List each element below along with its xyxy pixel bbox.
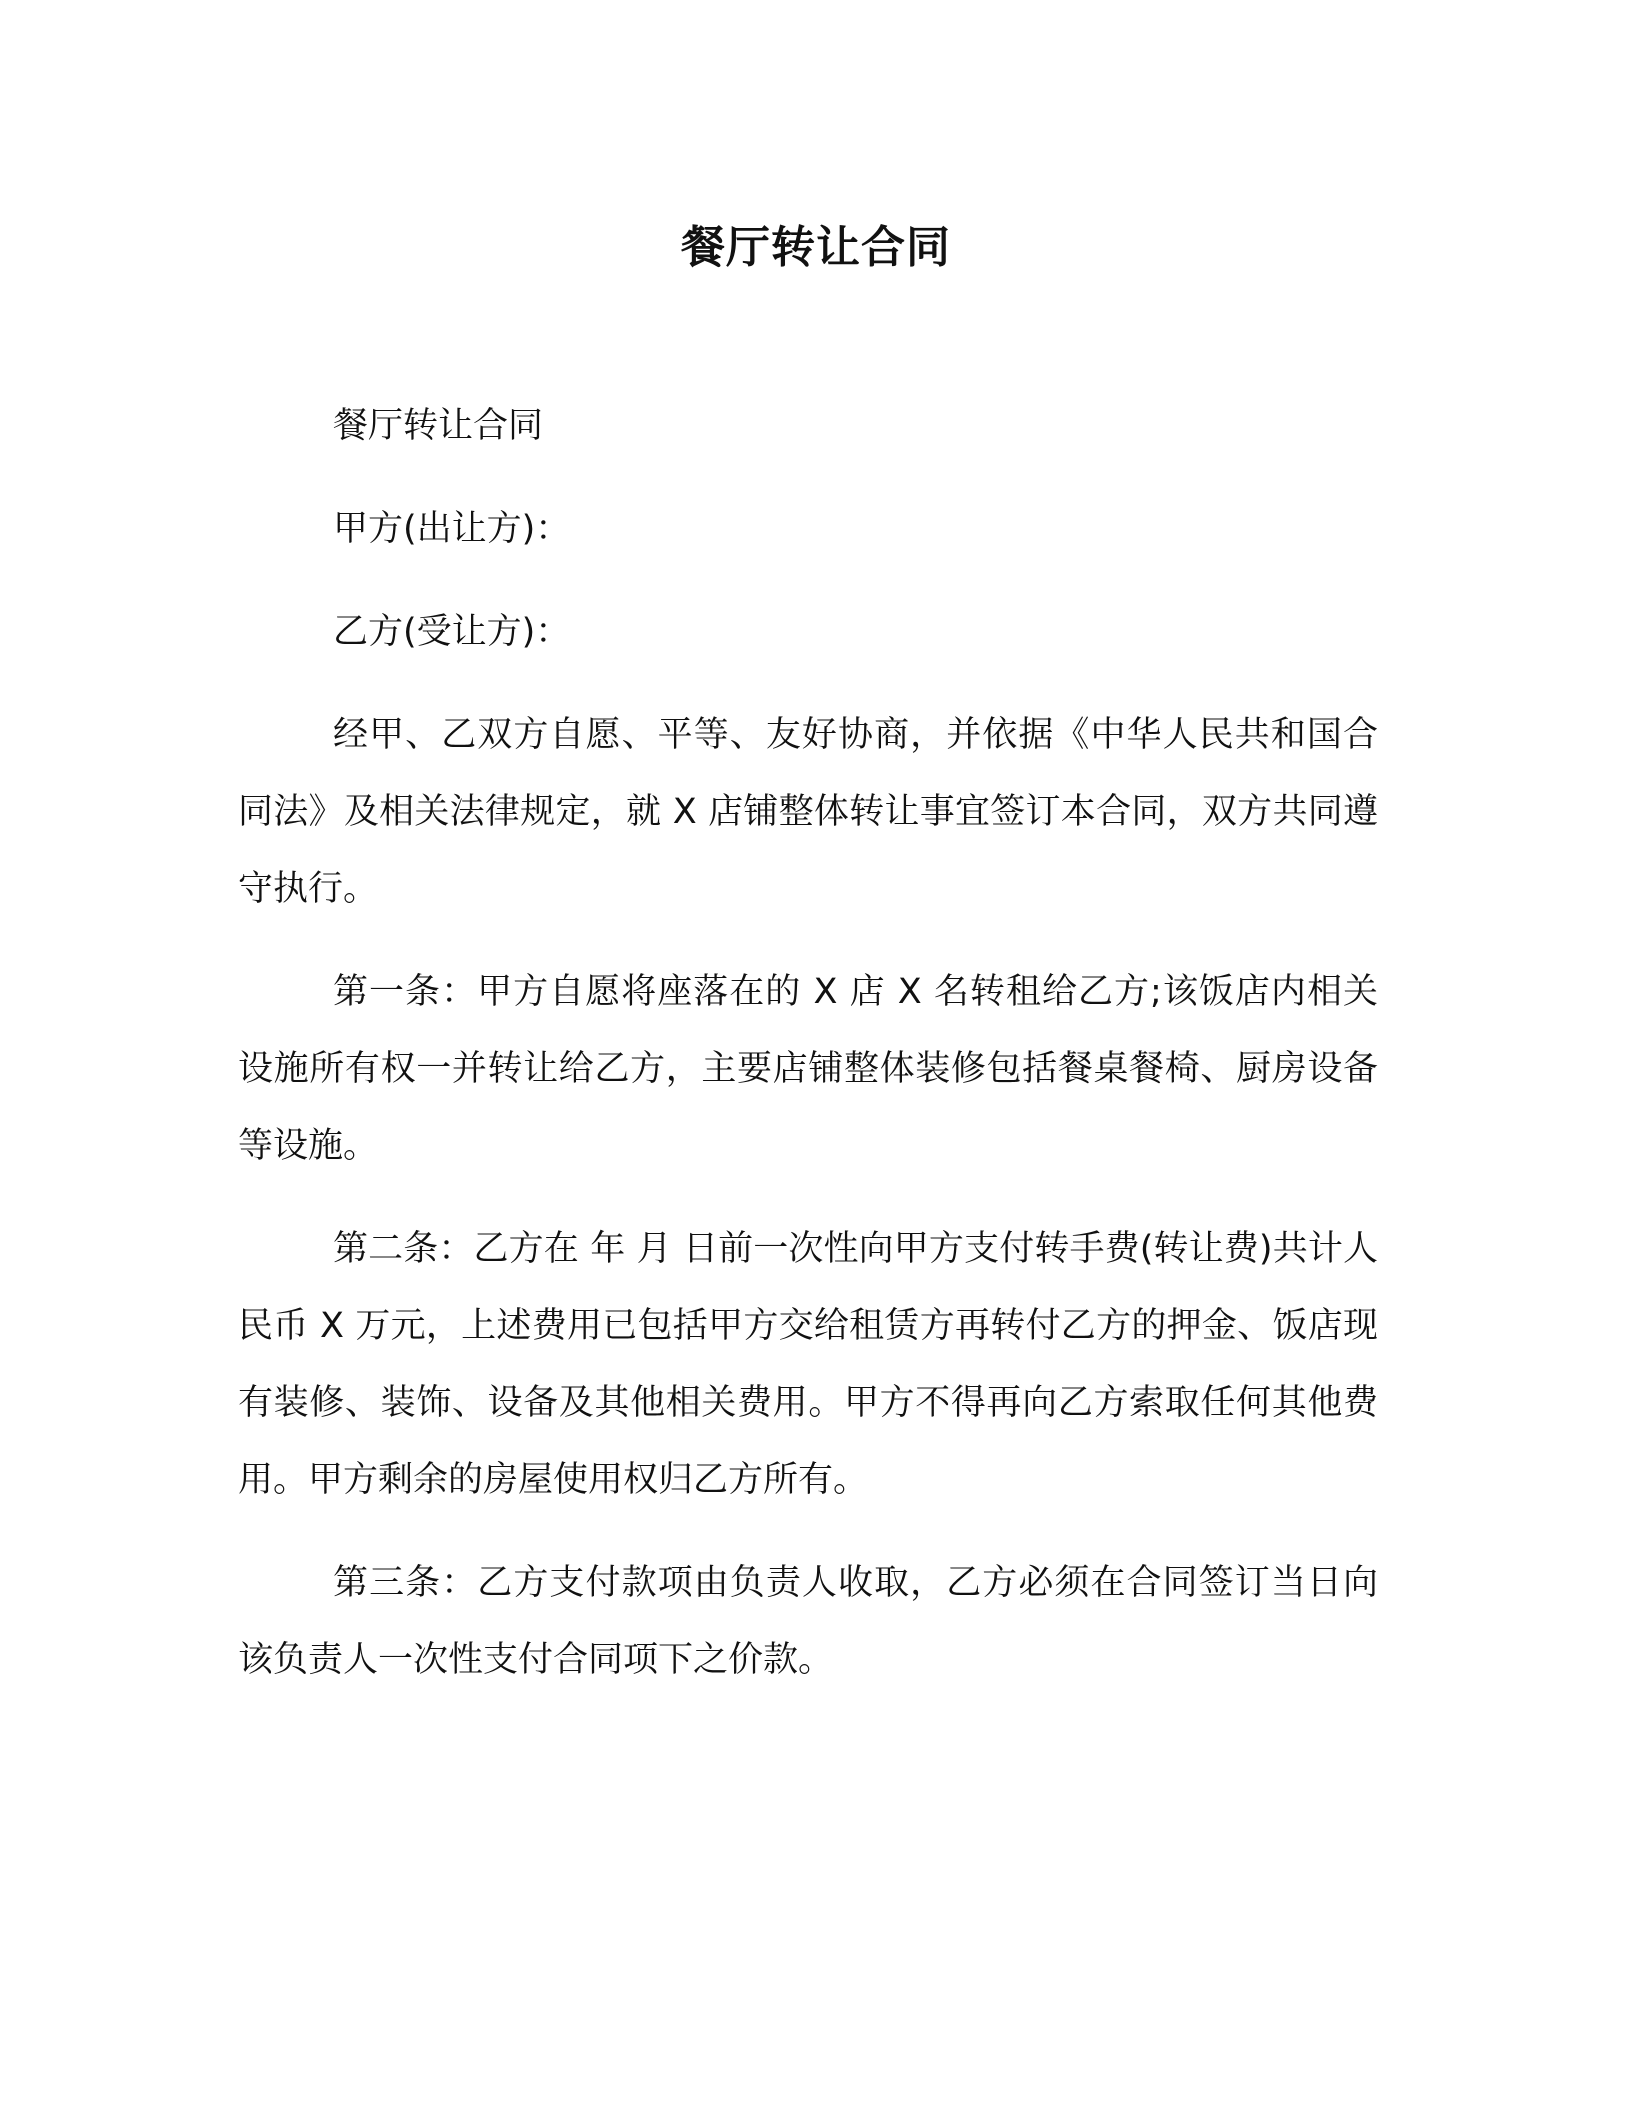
paragraph-article-3: 第三条：乙方支付款项由负责人收取，乙方必须在合同签订当日向该负责人一次性支付合同项下之价款。: [238, 1563, 1378, 1680]
paragraph-preamble: 经甲、乙双方自愿、平等、友好协商，并依据《中华人民共和国合同法》及相关法律规定，就 X 店铺整体转让事宜签订本合同，双方共同遵守执行。: [238, 715, 1378, 909]
paragraph-heading: 餐厅转让合同: [333, 406, 544, 446]
paragraph-party-a: 甲方(出让方)：: [333, 509, 571, 549]
paragraph-party-b: 乙方(受让方)：: [333, 612, 571, 652]
document-body: [238, 388, 1378, 1725]
paragraph-article-2: 第二条：乙方在 年 月 日前一次性向甲方支付转手费(转让费)共计人民币 X 万元，上述费用已包括甲方交给租赁方再转付乙方的押金、饭店现有装修、装饰、设备及其他相关费用。甲方不得再向乙方索取任何其他费用。甲方剩余的房屋使用权归乙方所有。: [238, 1229, 1378, 1500]
paragraph-article-1: 第一条：甲方自愿将座落在的 X 店 X 名转租给乙方;该饭店内相关设施所有权一并转让给乙方，主要店铺整体装修包括餐桌餐椅、厨房设备等设施。: [238, 972, 1378, 1166]
document-title: 餐厅转让合同: [681, 222, 951, 273]
